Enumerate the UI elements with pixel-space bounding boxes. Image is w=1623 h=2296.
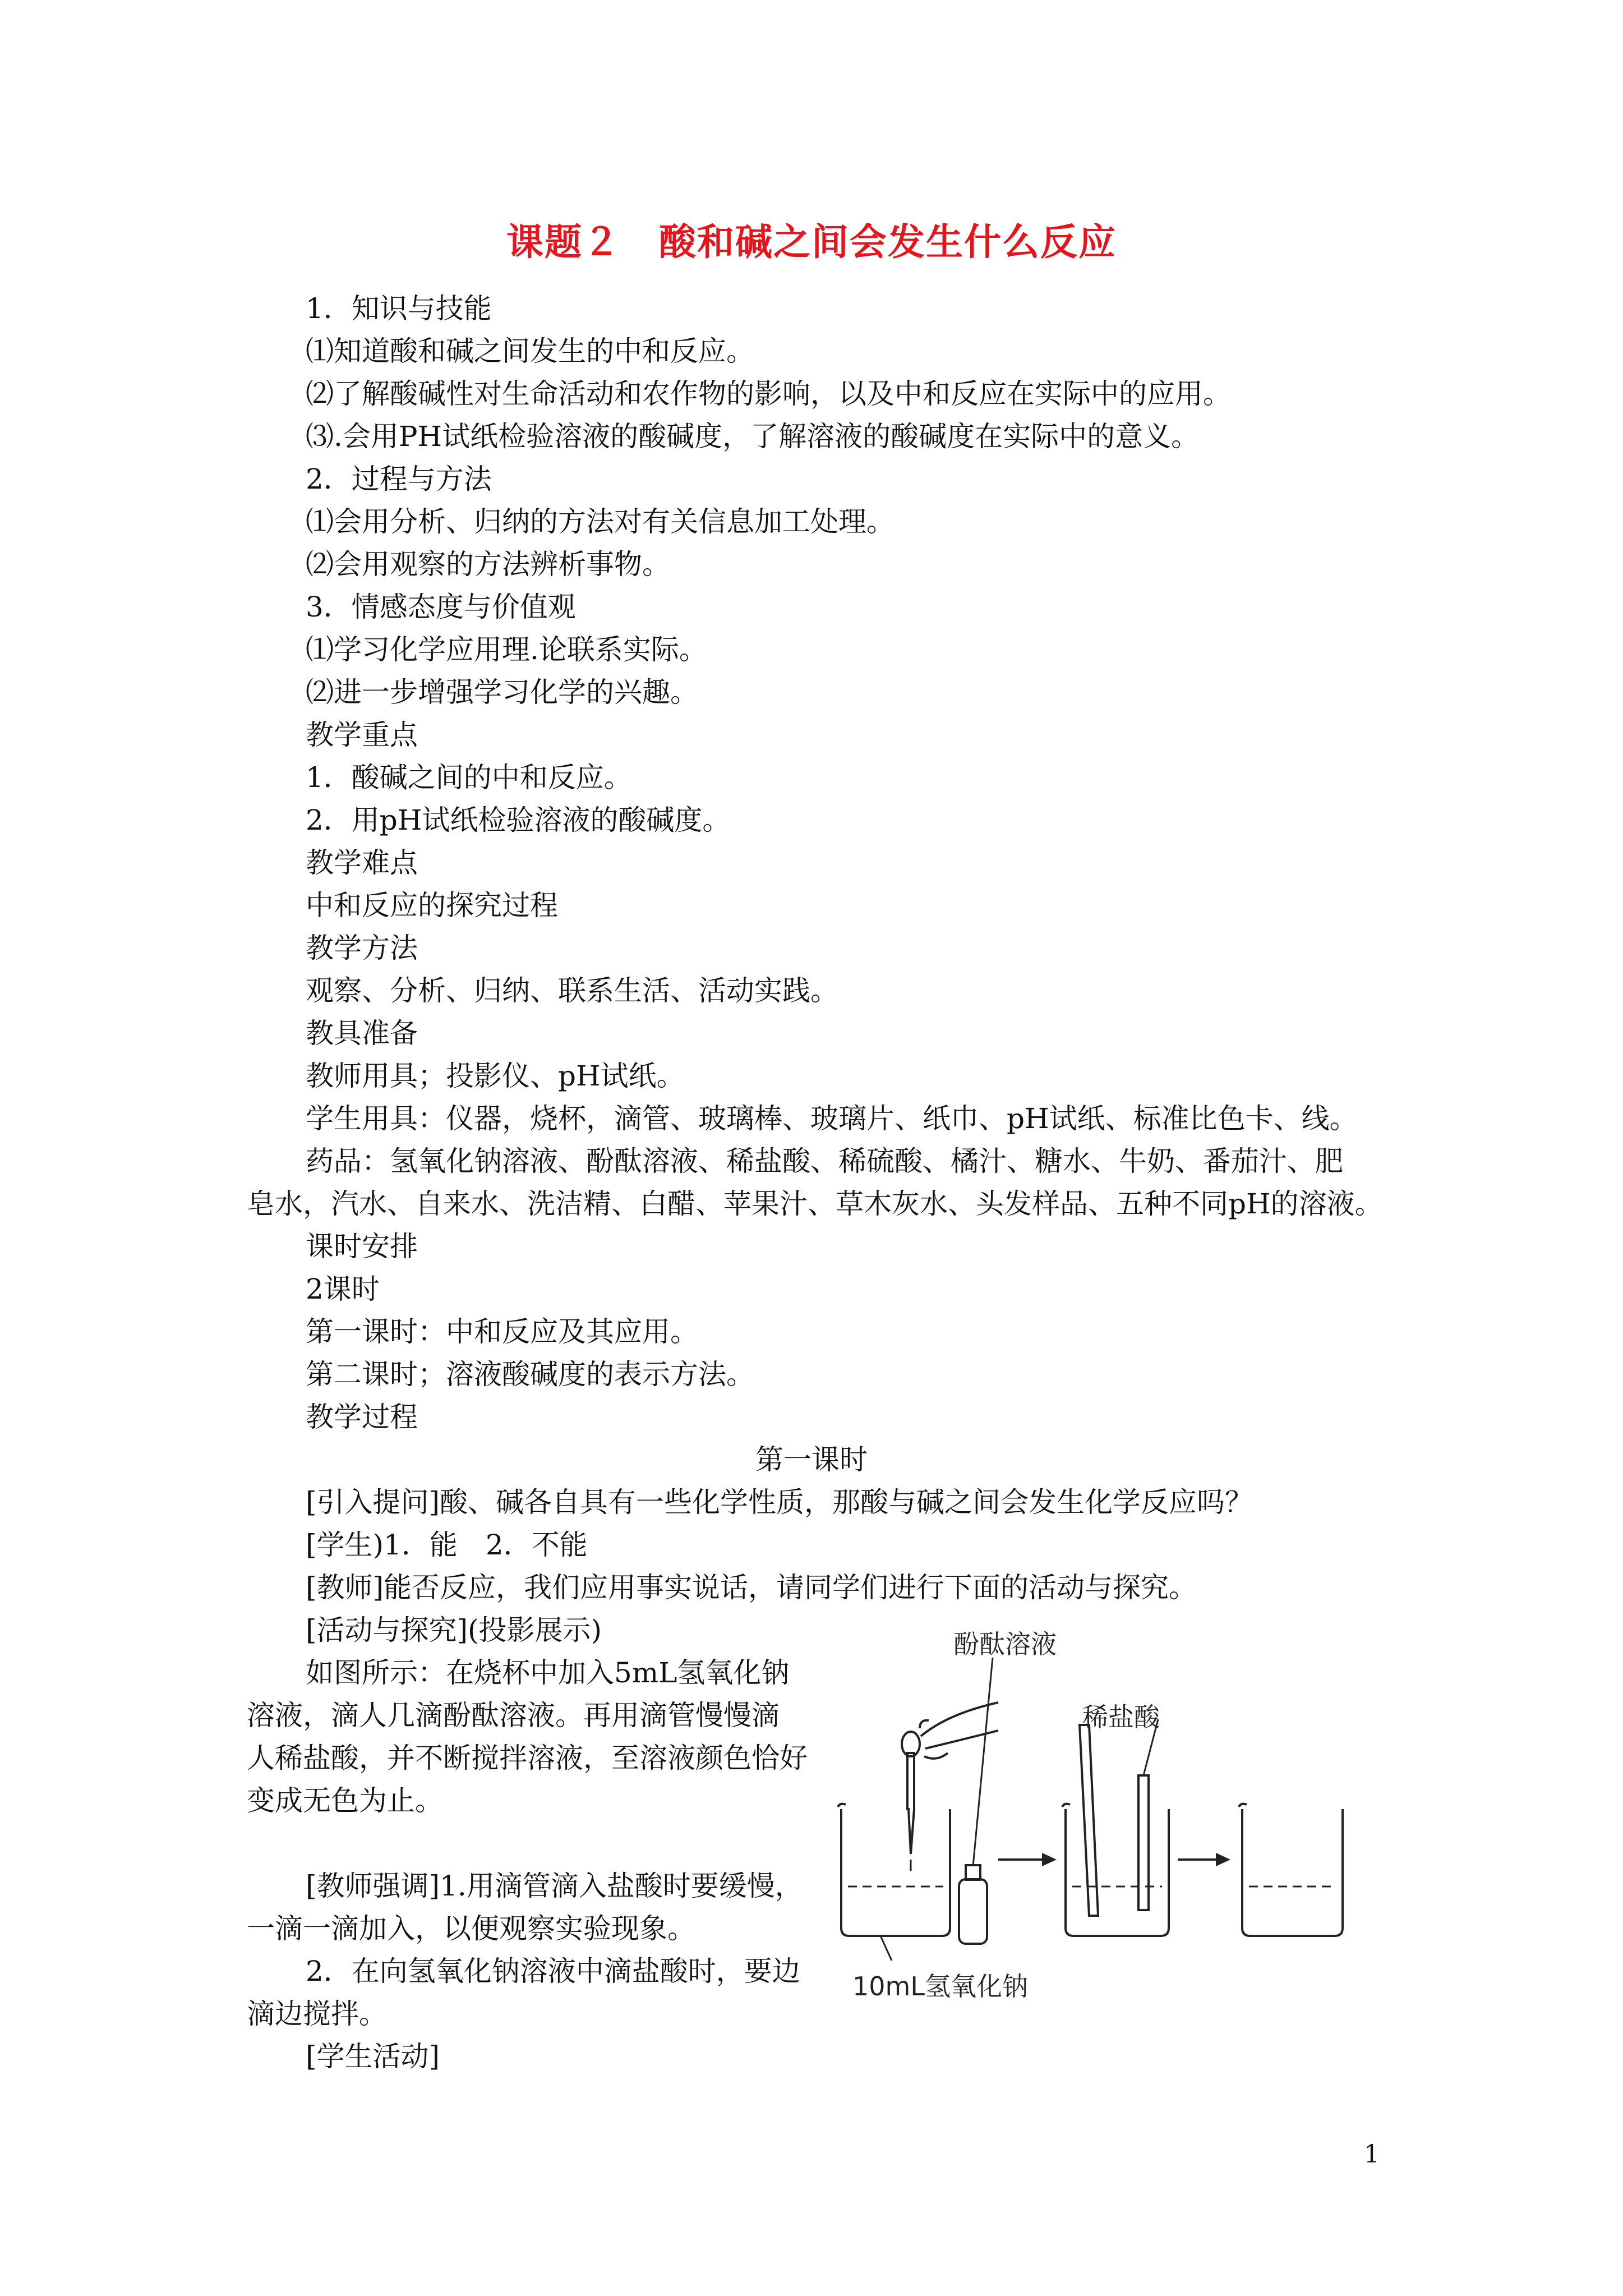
text-line: [引入提问]酸、碱各自具有一些化学性质，那酸与碱之间会发生化学反应吗？ <box>306 1486 1253 1519</box>
text-line: 如图所示：在烧杯中加入5mL氢氧化钠 <box>306 1657 790 1689</box>
text-line: ⑶.会用PH试纸检验溶液的酸碱度，了解溶液的酸碱度在实际中的意义。 <box>306 420 1200 453</box>
page-number: 1 <box>1364 2140 1380 2169</box>
text-line: ⑴知道酸和碱之间发生的中和反应。 <box>306 335 754 367</box>
label-line-phenolphthalein <box>973 1658 993 1866</box>
text-line: ⑵会用观察的方法辨析事物。 <box>306 548 670 581</box>
text-line: 学生用具：仪器，烧杯，滴管、玻璃棒、玻璃片、纸巾、pH试纸、标准比色卡、线。 <box>306 1102 1358 1135</box>
text-line: ⑵进一步增强学习化学的兴趣。 <box>306 676 698 708</box>
text-line: 变成无色为止。 <box>247 1784 443 1817</box>
section-heading-attitude: 3．情感态度与价值观 <box>306 591 576 623</box>
page-title: 课题２ 酸和碱之间会发生什么反应 <box>506 220 1117 264</box>
label-line-naoh <box>880 1936 892 1961</box>
phenolphthalein-bottle <box>959 1879 987 1944</box>
beaker-2 <box>1066 1809 1169 1936</box>
figure-label-phenolphthalein: 酚酞溶液 <box>953 1629 1057 1659</box>
text-line: 皂水，汽水、自来水、洗洁精、白醋、苹果汁、草木灰水、头发样品、五种不同pH的溶液。 <box>247 1188 1383 1220</box>
text-line: 2．用pH试纸检验溶液的酸碱度。 <box>306 804 731 836</box>
text-line: [活动与探究](投影展示) <box>306 1614 602 1646</box>
section-heading-key-points: 教学重点 <box>306 719 418 751</box>
text-line: [学生)1．能 2．不能 <box>306 1529 588 1561</box>
text-line: 1．酸碱之间的中和反应。 <box>306 761 632 794</box>
beaker-1 <box>841 1809 950 1936</box>
section-heading-schedule: 课时安排 <box>306 1230 418 1263</box>
section-heading-methods: 教学方法 <box>306 932 418 964</box>
text-line: ⑵了解酸碱性对生命活动和农作物的影响，以及中和反应在实际中的应用。 <box>306 378 1231 410</box>
text-line: [教师]能否反应，我们应用事实说话，请同学们进行下面的活动与探究。 <box>306 1571 1197 1604</box>
arrow-right-icon <box>1042 1853 1057 1866</box>
section-heading-materials: 教具准备 <box>306 1017 418 1050</box>
text-line: 2课时 <box>306 1273 380 1305</box>
figure-label-hcl: 稀盐酸 <box>1082 1702 1160 1732</box>
text-line: 中和反应的探究过程 <box>306 889 558 922</box>
text-line: ⑴学习化学应用理.论联系实际。 <box>306 633 707 666</box>
text-line: ⑴会用分析、归纳的方法对有关信息加工处理。 <box>306 505 895 538</box>
text-line: 人稀盐酸，并不断搅拌溶液，至溶液颜色恰好 <box>247 1742 808 1774</box>
section-heading-process: 2．过程与方法 <box>306 463 492 495</box>
text-line: 2．在向氢氧化钠溶液中滴盐酸时，要边 <box>306 1955 800 1987</box>
section-heading-knowledge: 1．知识与技能 <box>306 292 492 325</box>
text-line: 第二课时；溶液酸碱度的表示方法。 <box>306 1358 754 1391</box>
beaker-3 <box>1242 1809 1343 1936</box>
hcl-dropper <box>1138 1775 1149 1910</box>
experiment-figure <box>830 1624 1402 2005</box>
lesson-heading: 第一课时 <box>755 1443 868 1476</box>
section-heading-process-teaching: 教学过程 <box>306 1401 418 1433</box>
text-line: 溶液，滴人几滴酚酞溶液。再用滴管慢慢滴 <box>247 1699 780 1732</box>
text-line: 滴边搅拌。 <box>247 1998 387 2030</box>
text-line: [教师强调]1.用滴管滴入盐酸时要缓慢， <box>306 1870 803 1902</box>
dropper <box>907 1753 914 1854</box>
text-line: 教师用具；投影仪、pH试纸。 <box>306 1060 685 1092</box>
text-line: 观察、分析、归纳、联系生活、活动实践。 <box>306 974 838 1007</box>
text-line: 药品：氢氧化钠溶液、酚酞溶液、稀盐酸、稀硫酸、橘汁、糖水、牛奶、番茄汁、肥 <box>306 1145 1343 1177</box>
arrow-right-icon <box>1216 1853 1230 1866</box>
experiment-drawing <box>830 1624 1402 2005</box>
text-line: [学生活动] <box>306 2040 440 2073</box>
figure-label-naoh: 10mL氢氧化钠 <box>852 1971 1028 2001</box>
section-heading-difficulties: 教学难点 <box>306 846 418 879</box>
text-line: 第一课时：中和反应及其应用。 <box>306 1315 698 1348</box>
text-line: 一滴一滴加入，以便观察实验现象。 <box>247 1912 695 1945</box>
